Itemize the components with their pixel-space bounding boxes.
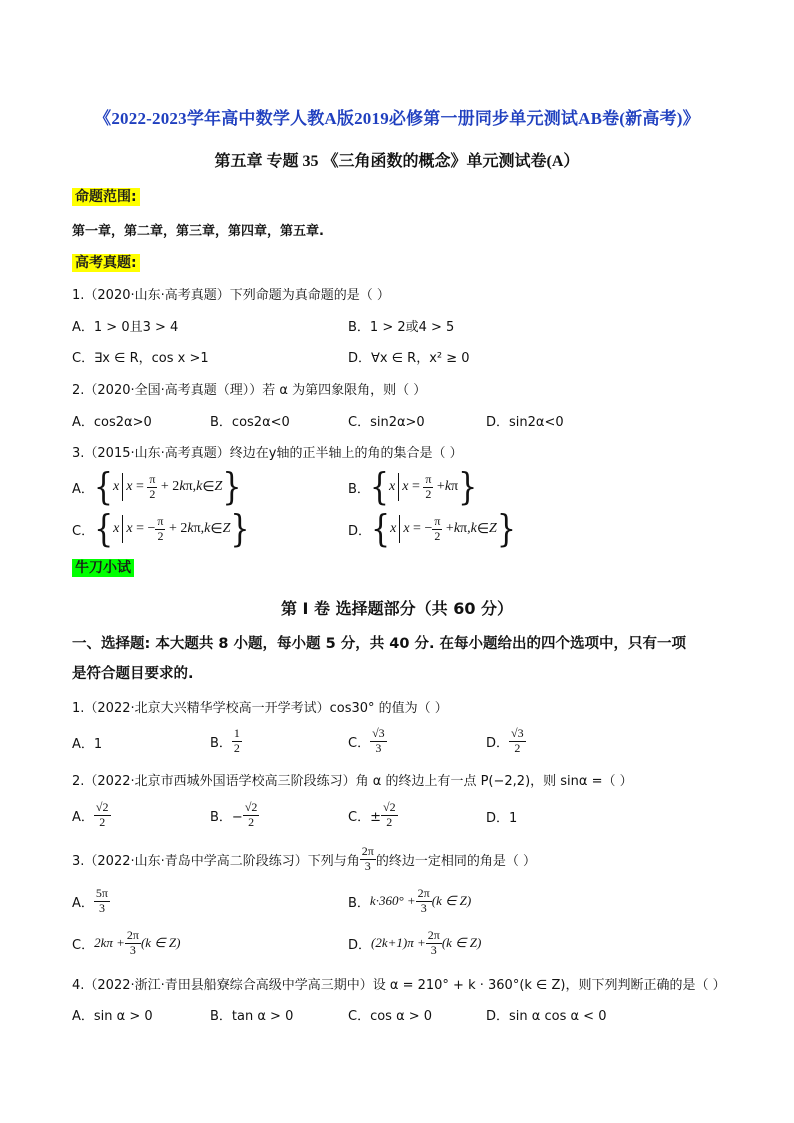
exam-q1-option-a: A．1 > 0且3 > 4	[72, 320, 179, 335]
fraction: $\frac{5\pi}{3}$	[95, 886, 108, 915]
fraction: $\frac{√3}{2}$	[511, 726, 524, 755]
exam-q2-option-b: B．cos2α<0	[210, 415, 290, 430]
s1-q4-option-d: D．sin α cos α < 0	[486, 1009, 607, 1024]
s1-q1-option-b: B． $\frac{1}{2}$	[210, 726, 240, 755]
fraction: $\frac{2\pi}{3}$	[126, 928, 139, 957]
practice-label: 牛刀小试	[72, 557, 134, 577]
s1-q1-option-c: C． $\frac{√3}{3}$	[348, 726, 385, 755]
scope-text: 第一章，第二章，第三章，第四章，第五章.	[72, 224, 324, 239]
s1-q2-option-c: C．± $\frac{√2}{2}$	[348, 800, 396, 829]
exam-q1-option-d: D．∀x ∈ R，x² ≥ 0	[348, 351, 470, 366]
s1-q3-stem: 3.（2022·山东·青岛中学高二阶段练习）下列与角 $\frac{2\pi}{3}$ 的终边一定相同的角是（ ）	[72, 844, 536, 873]
s1-q4-stem: 4.（2022·浙江·青田县船寮综合高级中学高三期中）设 α = 210° + k · 360°(k ∈ Z)，则下列判断正确的是（ ）	[72, 978, 726, 993]
exam-real-label: 高考真题:	[72, 252, 140, 272]
set-expression-b: { x x = $\frac{\pi}{2}$ + k π }	[369, 465, 478, 509]
scope-label: 命题范围:	[72, 186, 140, 206]
s1-q4-option-c: C．cos α > 0	[348, 1009, 433, 1024]
set-expression-c: { x x = − $\frac{\pi}{2}$ + 2 k π, k ∈ Z }	[94, 507, 250, 551]
exam-q3-option-d: D． { x x = − $\frac{\pi}{2}$ + k π, k ∈ Z }	[348, 507, 516, 551]
s1-q1-stem: 1.（2022·北京大兴精华学校高一开学考试）cos30° 的值为（ ）	[72, 701, 448, 716]
s1-q2-option-a: A． $\frac{√2}{2}$	[72, 800, 109, 829]
fraction: $\frac{√2}{2}$	[95, 800, 109, 829]
s1-q3-option-b: B． k·360° + $\frac{2\pi}{3}$ (k ∈ Z)	[348, 886, 472, 915]
exam-q1-option-c: C．∃x ∈ R，cos x >1	[72, 351, 209, 366]
fraction: $\frac{√2}{2}$	[382, 800, 396, 829]
exam-q3-option-a: A． { x x = $\frac{\pi}{2}$ + 2 k π, k ∈ Z }	[72, 465, 242, 509]
fraction: $\frac{√3}{3}$	[372, 726, 385, 755]
fraction: $\frac{2\pi}{3}$	[427, 928, 440, 957]
section-intro-line2: 是符合题目要求的.	[72, 666, 194, 682]
exam-q1-stem: 1.（2020·山东·高考真题）下列命题为真命题的是（ ）	[72, 288, 390, 303]
exam-q1-option-b: B．1 > 2或4 > 5	[348, 320, 455, 335]
document-subtitle: 第五章 专题 35 《三角函数的概念》单元测试卷(A）	[214, 153, 580, 170]
s1-q1-option-d: D． $\frac{√3}{2}$	[486, 726, 524, 755]
section-intro-line1: 一、选择题: 本大题共 8 小题，每小题 5 分，共 40 分. 在每小题给出的四个选项中，只有一项	[72, 636, 687, 652]
s1-q3-option-d: D． (2k+1)π + $\frac{2\pi}{3}$ (k ∈ Z)	[348, 928, 482, 957]
s1-q3-option-a: A． $\frac{5\pi}{3}$	[72, 886, 108, 915]
s1-q4-option-a: A．sin α > 0	[72, 1009, 153, 1024]
s1-q2-option-b: B．− $\frac{√2}{2}$	[210, 800, 258, 829]
exam-q2-option-c: C．sin2α>0	[348, 415, 425, 430]
set-expression-d: { x x = − $\frac{\pi}{2}$ + k π, k ∈ Z }	[371, 507, 516, 551]
s1-q4-option-b: B．tan α > 0	[210, 1009, 294, 1024]
section-title: 第 I 卷 选择题部分（共 60 分）	[280, 599, 514, 618]
fraction: $\frac{√2}{2}$	[244, 800, 258, 829]
exam-q3-option-c: C． { x x = − $\frac{\pi}{2}$ + 2 k π, k ∈ Z }	[72, 507, 250, 551]
document-banner-title: 《2022-2023学年高中数学人教A版2019必修第一册同步单元测试AB卷(新高考)》	[94, 109, 700, 128]
s1-q2-option-d: D．1	[486, 811, 518, 826]
s1-q2-stem: 2.（2022·北京市西城外国语学校高三阶段练习）角 α 的终边上有一点 P(−2,2)，则 sinα =（ ）	[72, 774, 633, 789]
exam-q2-option-d: D．sin2α<0	[486, 415, 564, 430]
s1-q1-option-a: A．1	[72, 737, 103, 752]
fraction: $\frac{1}{2}$	[233, 726, 240, 755]
fraction: $\frac{2\pi}{3}$	[361, 844, 374, 873]
exam-q3-stem: 3.（2015·山东·高考真题）终边在y轴的正半轴上的角的集合是（ ）	[72, 446, 463, 461]
fraction: $\frac{2\pi}{3}$	[417, 886, 430, 915]
set-expression-a: { x x = $\frac{\pi}{2}$ + 2 k π, k ∈ Z }	[93, 465, 242, 509]
exam-q2-option-a: A．cos2α>0	[72, 415, 152, 430]
exam-q2-stem: 2.（2020·全国·高考真题（理））若 α 为第四象限角，则（ ）	[72, 383, 427, 398]
exam-q3-option-b: B． { x x = $\frac{\pi}{2}$ + k π }	[348, 465, 478, 509]
s1-q3-option-c: C． 2kπ + $\frac{2\pi}{3}$ (k ∈ Z)	[72, 928, 181, 957]
